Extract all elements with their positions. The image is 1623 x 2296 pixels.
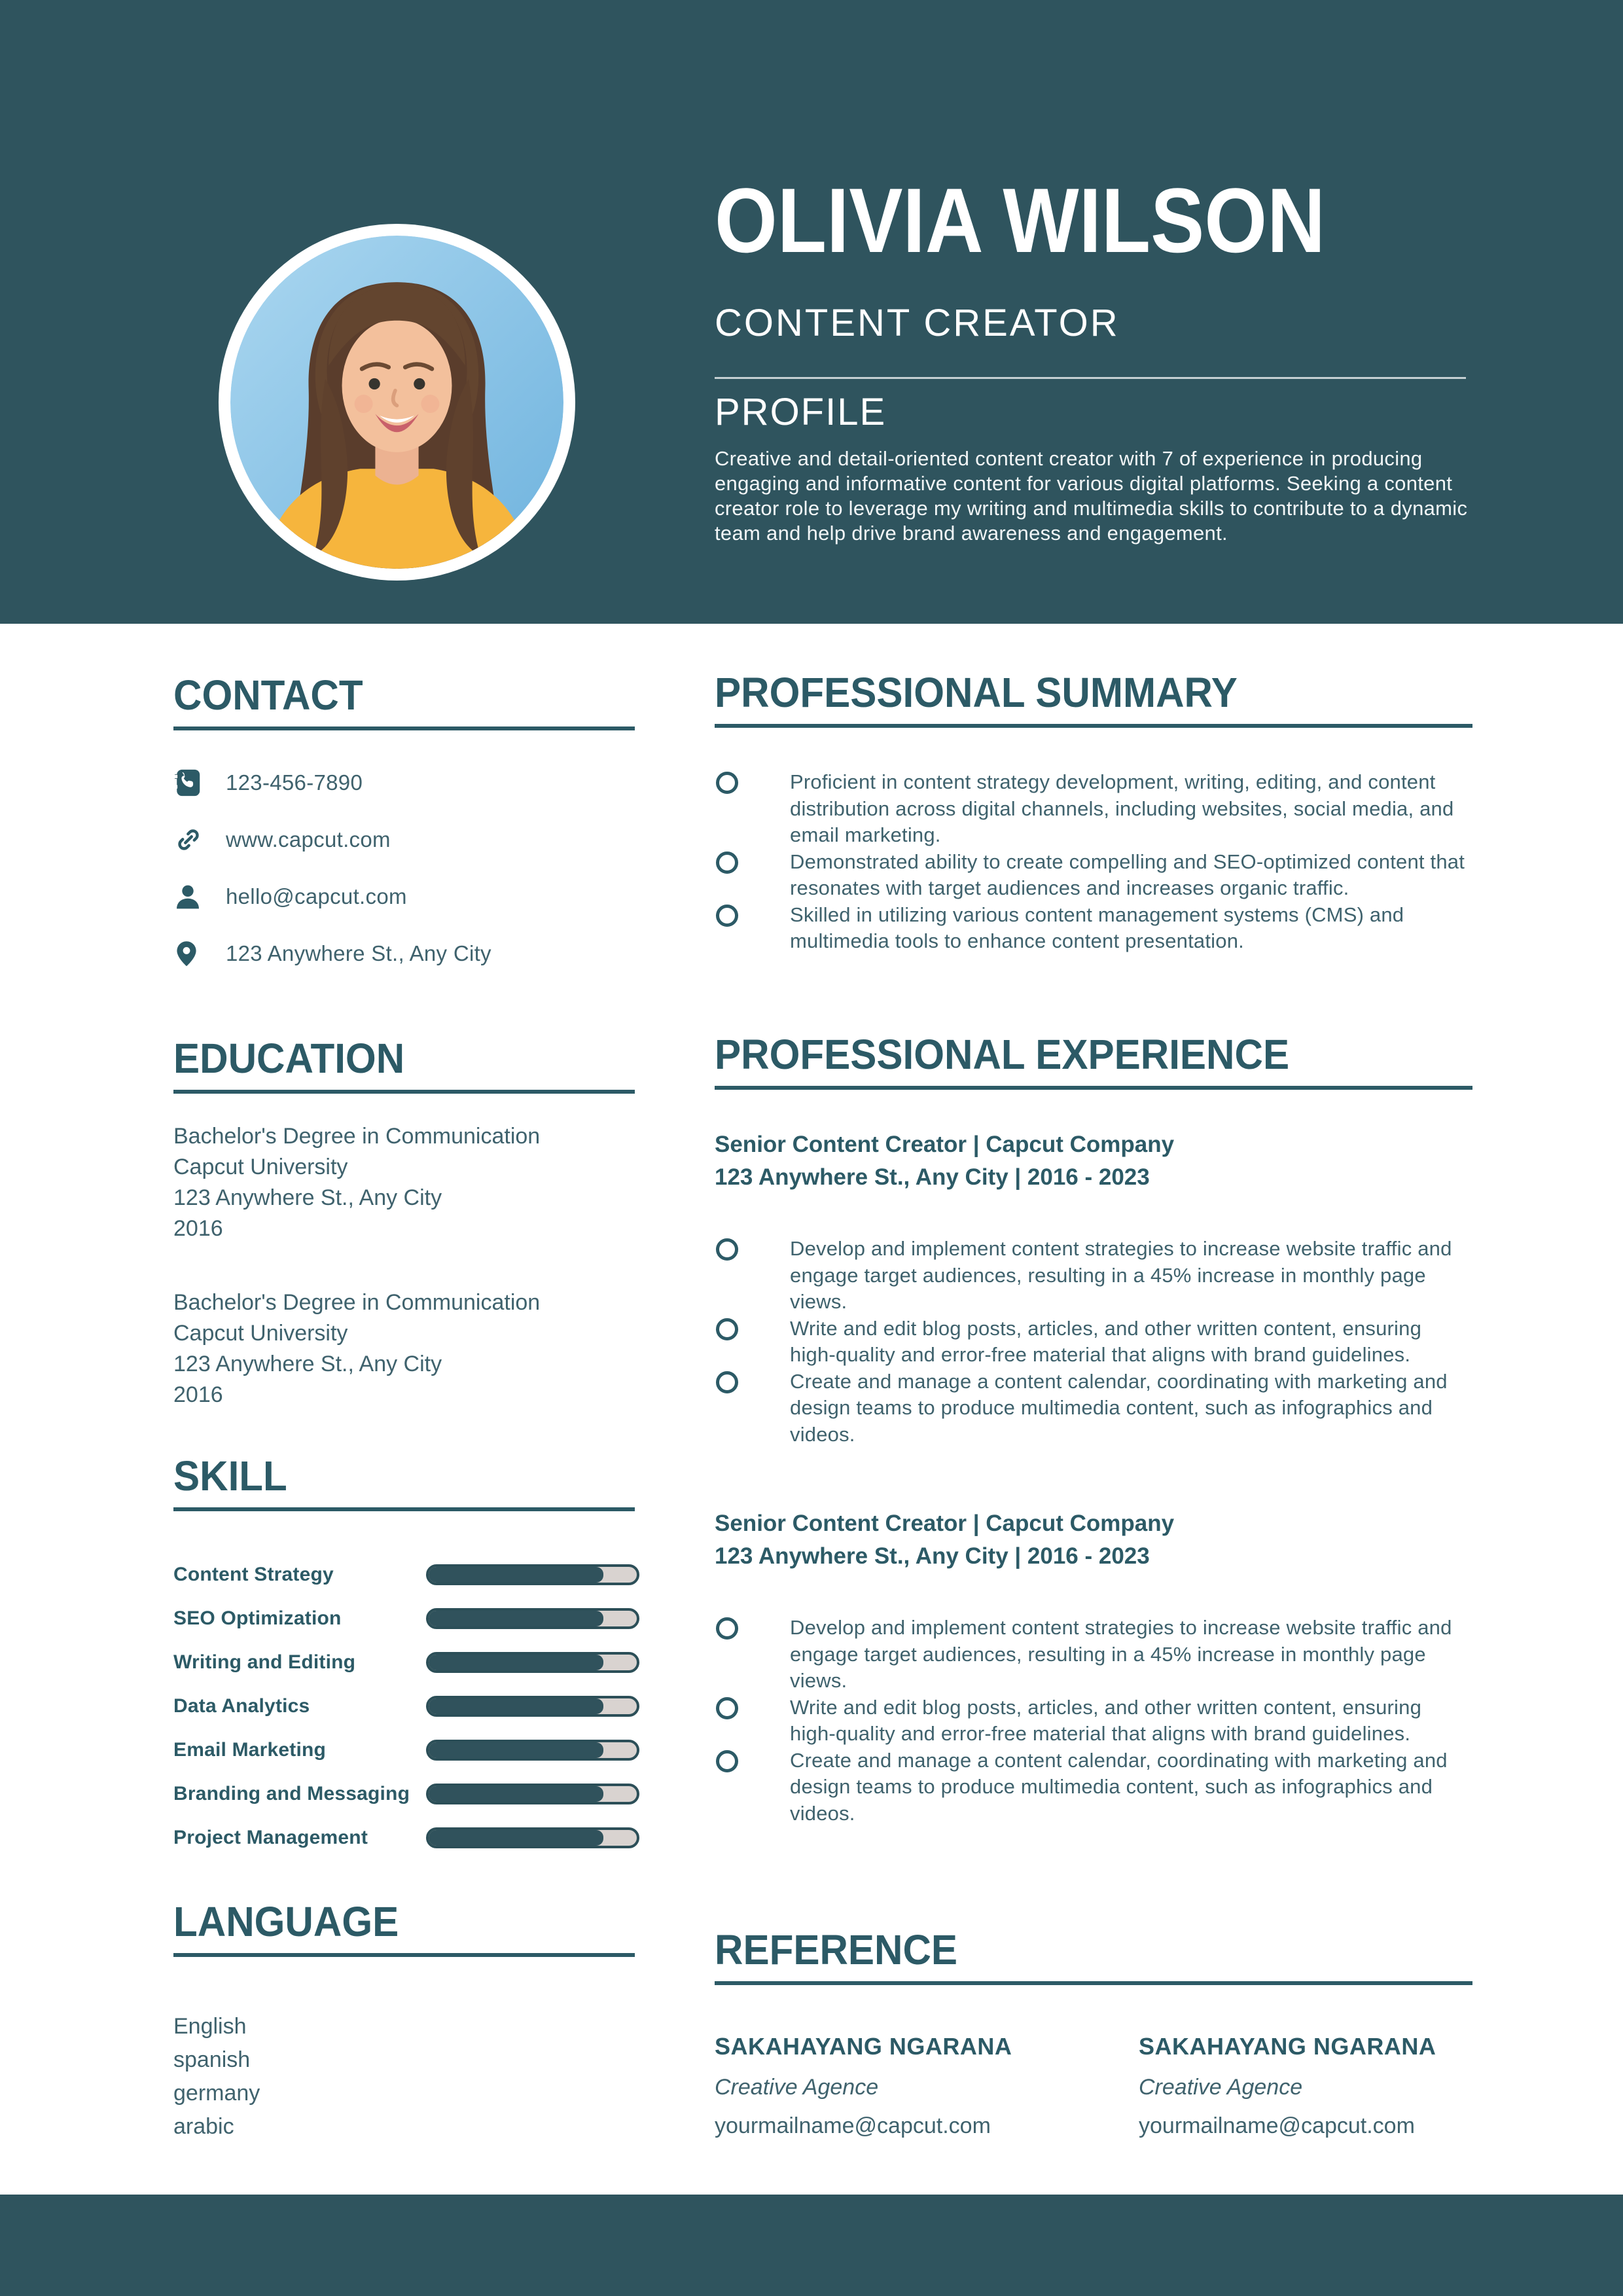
bullet-text: Demonstrated ability to create compelling and SEO-optimized content that resonates with target audiences and increases organic traffic. [790,850,1465,899]
bullet-ring-icon [716,772,738,794]
skill-bar-fill [429,1742,603,1758]
skill-label: Project Management [173,1827,368,1848]
education-year: 2016 [173,1382,223,1407]
summary-bullet [715,902,1472,955]
job-bullet [715,1695,1472,1748]
education-address: 123 Anywhere St., Any City [173,1185,442,1210]
reference-name: SAKAHAYANG NGARANA [715,2033,1012,2060]
skill-list [173,1560,635,1853]
education-year: 2016 [173,1216,223,1241]
bullet-ring-icon [716,905,738,927]
reference-list [715,2032,1472,2139]
contact-item-email [173,882,635,912]
skill-label: Content Strategy [173,1564,334,1585]
location-icon [173,937,207,970]
education-school: Capcut University [173,1155,348,1179]
portrait-illustration [230,236,563,569]
skill-bar [426,1608,639,1629]
skill-bar [426,1652,639,1673]
summary-bullet [715,769,1472,849]
skill-row [173,1691,635,1721]
skill-bar [426,1827,639,1848]
bullet-ring-icon [716,1617,738,1640]
contact-item-website [173,825,635,855]
skill-row [173,1823,635,1853]
job-bullet [715,1369,1472,1448]
bullet-text: Develop and implement content strategies to increase website traffic and engage target audiences, resulting in a 45% increase in monthly page views. [790,1616,1452,1692]
job-meta: 123 Anywhere St., Any City | 2016 - 2023 [715,1164,1150,1190]
job-bullet [715,1236,1472,1316]
skill-bar-fill [429,1830,603,1846]
person-icon [173,882,207,911]
experience-section [715,1033,1472,1827]
job-entry [715,1507,1472,1827]
skill-label: Branding and Messaging [173,1783,410,1804]
job-title: Senior Content Creator | Capcut Company [715,1132,1175,1157]
experience-heading: PROFESSIONAL EXPERIENCE [715,1033,1472,1090]
reference-heading: REFERENCE [715,1929,1472,1985]
skill-bar [426,1784,639,1804]
contact-item-phone [173,768,635,798]
contact-phone: 123-456-7890 [226,770,363,795]
language-section [173,1898,635,2144]
education-entry [173,1287,635,1410]
language-item: arabic [173,2114,234,2139]
skill-label: Email Marketing [173,1739,327,1761]
reference-name: SAKAHAYANG NGARANA [1139,2033,1436,2060]
reference-company: Creative Agence [715,2075,879,2100]
education-address: 123 Anywhere St., Any City [173,1352,442,1376]
header-band [0,0,1623,624]
reference-company: Creative Agence [1139,2075,1303,2100]
bullet-ring-icon [716,1697,738,1719]
bullet-ring-icon [716,852,738,874]
education-degree: Bachelor's Degree in Communication [173,1124,541,1149]
summary-bullet [715,849,1472,902]
person-title: CONTENT CREATOR [715,302,1120,344]
skill-bar-fill [429,1567,603,1583]
reference-email: yourmailname@capcut.com [1139,2113,1415,2138]
reference-entry [715,2032,1139,2139]
link-icon [173,825,207,855]
profile-text: Creative and detail-oriented content creator with 7 of experience in producing engaging and informative content for various digital platforms. Seeking a content creator role to leverage my writing and multimedia skills to contribute to a dynamic team and help drive brand awareness and engagement. [715,447,1468,545]
avatar [219,224,575,581]
job-entry [715,1128,1472,1448]
footer-bar [0,2195,1623,2296]
contact-heading: CONTACT [173,674,635,730]
summary-section [715,669,1472,955]
reference-entry [1139,2032,1563,2139]
person-name: OLIVIA WILSON [715,169,1326,272]
contact-website: www.capcut.com [226,827,391,852]
language-heading: LANGUAGE [173,1901,635,1957]
skill-bar-fill [429,1611,603,1626]
profile-heading: PROFILE [715,391,887,433]
language-item: germany [173,2081,260,2106]
summary-heading: PROFESSIONAL SUMMARY [715,672,1472,728]
contact-item-address [173,939,635,969]
phone-icon [173,768,207,798]
skill-heading: SKILL [173,1455,635,1511]
bullet-ring-icon [716,1318,738,1340]
job-bullets [715,1615,1472,1827]
job-title: Senior Content Creator | Capcut Company [715,1511,1175,1536]
bullet-text: Proficient in content strategy development, writing, editing, and content distribution across digital channels, including websites, social media, and email marketing. [790,770,1454,846]
skill-row [173,1779,635,1809]
job-bullet [715,1316,1472,1369]
language-item: English [173,2014,247,2039]
skill-bar [426,1696,639,1717]
job-bullet [715,1748,1472,1827]
skill-row [173,1560,635,1590]
bullet-ring-icon [716,1238,738,1261]
skill-bar [426,1740,639,1761]
job-meta: 123 Anywhere St., Any City | 2016 - 2023 [715,1543,1150,1569]
skill-bar-fill [429,1786,603,1802]
skill-bar-fill [429,1698,603,1714]
contact-section [173,674,635,996]
contact-address: 123 Anywhere St., Any City [226,941,491,965]
bullet-text: Develop and implement content strategies to increase website traffic and engage target audiences, resulting in a 45% increase in monthly page views. [790,1237,1452,1313]
skill-row [173,1647,635,1677]
summary-bullets [715,769,1472,955]
language-item: spanish [173,2047,251,2072]
bullet-ring-icon [716,1371,738,1393]
skill-row [173,1604,635,1634]
header-divider [715,377,1466,379]
bullet-text: Create and manage a content calendar, coordinating with marketing and design teams to produce multimedia content, such as infographics and videos. [790,1748,1448,1825]
bullet-text: Skilled in utilizing various content management systems (CMS) and multimedia tools to enhance content presentation. [790,903,1404,952]
skill-label: Writing and Editing [173,1651,356,1673]
education-school: Capcut University [173,1321,348,1346]
skill-bar-fill [429,1655,603,1670]
education-section [173,1037,635,1410]
skill-bar [426,1564,639,1585]
contact-email: hello@capcut.com [226,884,407,908]
skill-label: SEO Optimization [173,1607,342,1629]
skill-row [173,1735,635,1765]
education-entry [173,1121,635,1244]
bullet-text: Create and manage a content calendar, coordinating with marketing and design teams to produce multimedia content, such as infographics and videos. [790,1369,1448,1446]
skill-section [173,1452,635,1867]
skill-label: Data Analytics [173,1695,310,1717]
job-bullet [715,1615,1472,1695]
reference-section [715,1926,1472,2139]
bullet-text: Write and edit blog posts, articles, and other written content, ensuring high-quality and error-free material that aligns with brand guidelines. [790,1316,1422,1366]
language-list [173,2010,635,2144]
education-degree: Bachelor's Degree in Communication [173,1290,541,1315]
contact-list [173,768,635,969]
bullet-ring-icon [716,1750,738,1772]
job-bullets [715,1236,1472,1448]
bullet-text: Write and edit blog posts, articles, and other written content, ensuring high-quality and error-free material that aligns with brand guidelines. [790,1695,1422,1745]
reference-email: yourmailname@capcut.com [715,2113,991,2138]
education-heading: EDUCATION [173,1037,635,1094]
